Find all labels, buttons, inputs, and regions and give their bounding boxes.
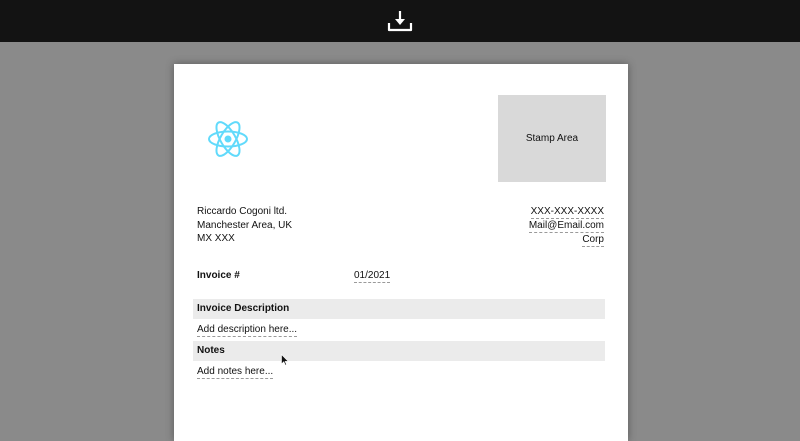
download-icon	[386, 7, 414, 35]
stamp-label: Stamp Area	[525, 133, 579, 144]
company-info	[197, 205, 292, 246]
react-atom-icon[interactable]	[207, 118, 249, 160]
invoice-number-label: Invoice #	[197, 270, 240, 281]
notes-heading: Notes	[197, 345, 225, 356]
contact-email-field[interactable]: Mail@Email.com	[528, 220, 604, 231]
company-name[interactable]: Riccardo Cogoni ltd.	[197, 206, 288, 217]
download-button[interactable]	[383, 4, 417, 38]
stamp-area	[498, 95, 606, 182]
description-field[interactable]: Add description here...	[197, 324, 298, 335]
contact-org-field[interactable]: Corp	[582, 234, 604, 245]
contact-phone-field[interactable]: XXX-XXX-XXXX	[530, 206, 604, 217]
company-area[interactable]: Manchester Area, UK	[197, 219, 293, 231]
notes-header	[193, 341, 605, 361]
contact-info	[529, 205, 604, 247]
top-toolbar	[0, 0, 800, 42]
invoice-page	[174, 64, 628, 441]
notes-field[interactable]: Add notes here...	[197, 366, 274, 377]
description-heading: Invoice Description	[197, 303, 290, 314]
company-code[interactable]: MX XXX	[197, 233, 235, 244]
invoice-number-field[interactable]: 01/2021	[354, 270, 391, 281]
mouse-cursor-icon	[281, 354, 289, 366]
description-header	[193, 299, 605, 319]
